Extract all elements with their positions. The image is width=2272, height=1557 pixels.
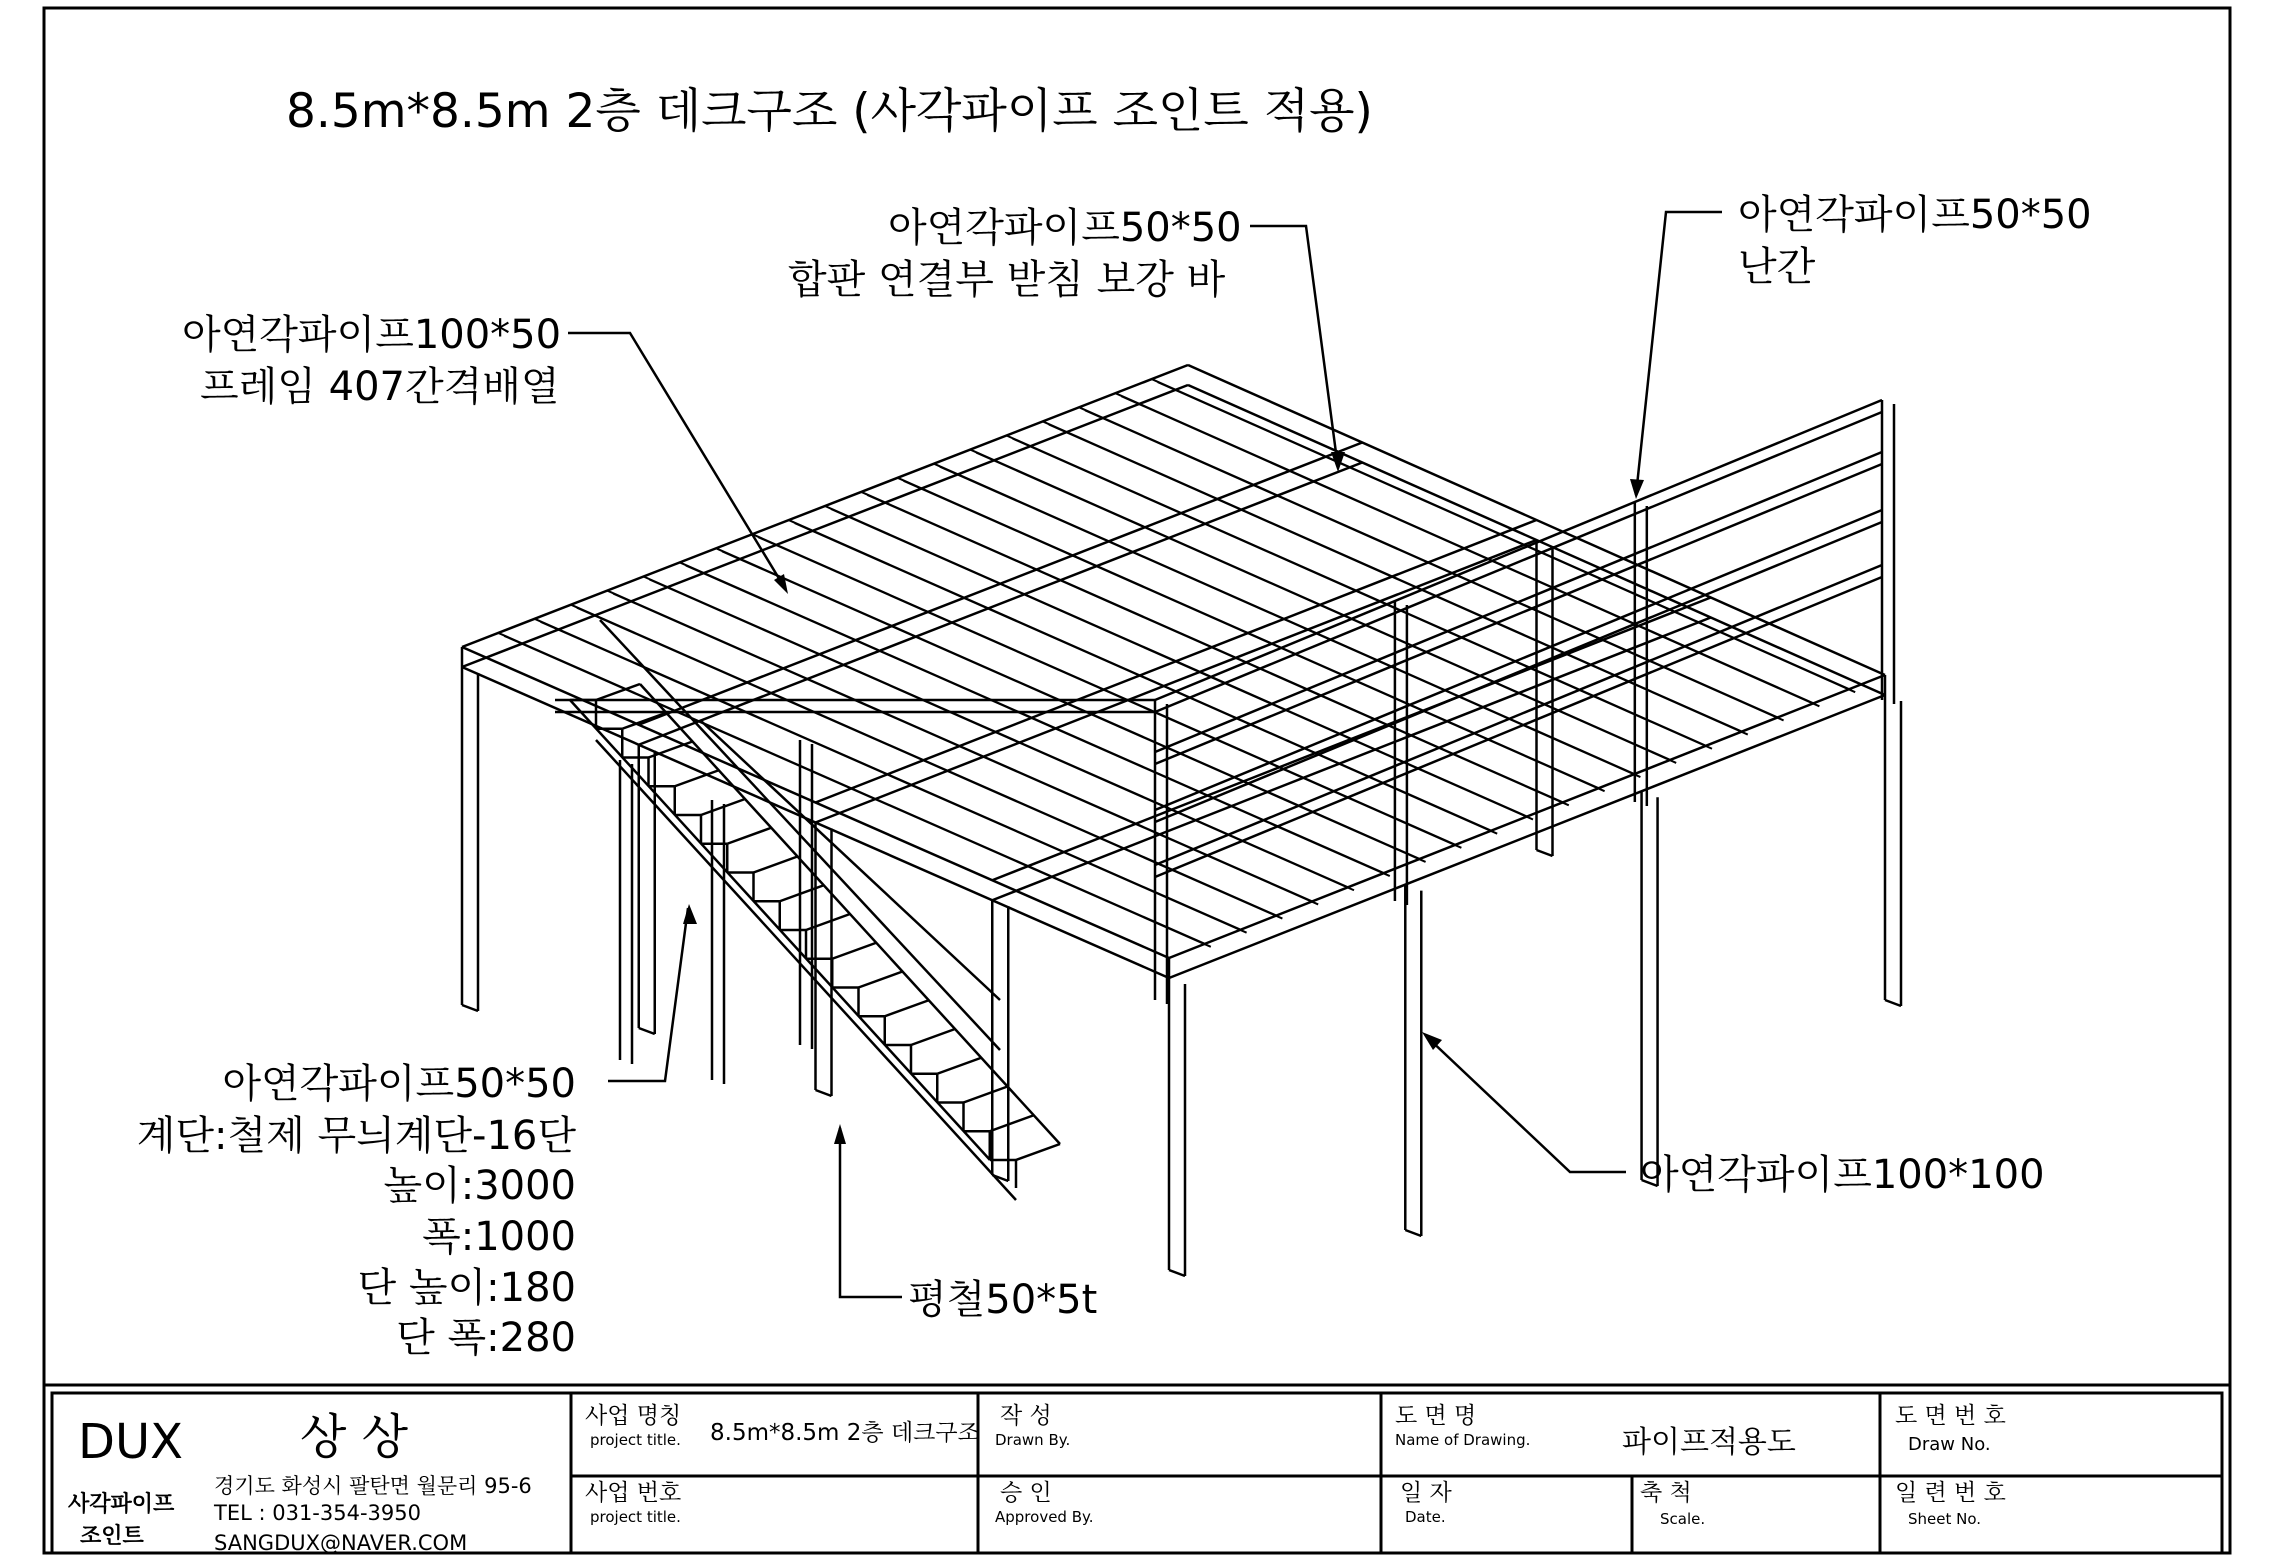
- railing-rail: [1155, 452, 1882, 752]
- railing-rail: [1155, 577, 1882, 877]
- main-beam: [816, 520, 1537, 803]
- draw-no-en: Draw No.: [1908, 1434, 1991, 1455]
- joist: [1013, 439, 1713, 749]
- stair-tread-depth: [649, 742, 693, 758]
- stair-tread-depth: [1016, 1144, 1060, 1160]
- callout-step-height: 단 높이:180: [357, 1265, 576, 1311]
- callout-stair-line2: 계단:철제 무늬계단-16단: [136, 1113, 576, 1159]
- main-beam: [992, 598, 1711, 881]
- project-name-value: 8.5m*8.5m 2층 데크구조: [710, 1420, 980, 1446]
- stair-tread-depth: [885, 1000, 929, 1016]
- column: [639, 1028, 655, 1034]
- joist: [758, 537, 1461, 848]
- frame-beam: [462, 365, 1188, 647]
- scale-en: Scale.: [1660, 1510, 1706, 1528]
- callout-stair-line1: 아연각파이프50*50: [222, 1061, 576, 1107]
- drawing-title: 8.5m*8.5m 2층 데크구조 (사각파이프 조인트 적용): [286, 84, 1373, 139]
- callout-stair-width: 폭:1000: [422, 1214, 576, 1260]
- railing-rail: [1155, 412, 1882, 712]
- stair-handrail: [700, 720, 1000, 1000]
- joist: [650, 580, 1355, 891]
- frame-beam: [1169, 675, 1885, 958]
- callout-railing-line1: 아연각파이프50*50: [1738, 192, 2092, 238]
- callout-frame-line1: 아연각파이프100*50: [182, 312, 562, 358]
- callout-column: 아연각파이프100*100: [1640, 1152, 2045, 1198]
- stair-stringer: [640, 684, 1060, 1144]
- column: [816, 1090, 832, 1096]
- railing-rail: [1155, 522, 1882, 822]
- column: [1885, 1000, 1901, 1006]
- callout-frame-line2: 프레임 407간격배열: [200, 364, 560, 410]
- drawing-name-value: 파이프적용도: [1622, 1425, 1796, 1460]
- joist: [504, 636, 1211, 947]
- stair-tread-depth: [859, 972, 903, 988]
- date-en: Date.: [1405, 1508, 1446, 1526]
- joist: [1085, 410, 1784, 720]
- date-label: 일 자: [1400, 1480, 1452, 1506]
- project-no-label: 사업 번호: [585, 1480, 682, 1506]
- company-email: SANGDUX@NAVER.COM: [214, 1531, 468, 1555]
- sheet-no-en: Sheet No.: [1908, 1510, 1982, 1528]
- stair-tread-depth: [832, 943, 876, 959]
- drawn-en: Drawn By.: [995, 1431, 1071, 1449]
- callout-flatbar: 평철50*5t: [908, 1277, 1098, 1323]
- joist: [1158, 382, 1856, 692]
- stair-tread-depth: [937, 1058, 981, 1074]
- approved-label: 승 인: [1000, 1480, 1052, 1506]
- stair-tread-depth: [964, 1087, 1008, 1103]
- main-beam: [639, 443, 1363, 725]
- joist: [795, 523, 1497, 834]
- column: [1169, 1270, 1185, 1276]
- stair-stringer: [596, 740, 1016, 1200]
- company-sub1: 사각파이프: [68, 1492, 175, 1517]
- main-beam: [639, 463, 1363, 745]
- stair-tread-depth: [754, 857, 798, 873]
- drawn-label: 작 성: [1000, 1403, 1052, 1429]
- joist: [722, 551, 1426, 862]
- column: [1537, 850, 1553, 856]
- frame-beam: [1169, 695, 1885, 978]
- company-sub2: 조인트: [80, 1524, 144, 1549]
- joist: [831, 509, 1533, 820]
- stair-tread-depth: [727, 828, 771, 844]
- callout-step-depth: 단 폭:280: [396, 1315, 576, 1361]
- stair-tread-depth: [911, 1029, 955, 1045]
- callout-joist-support-line1: 아연각파이프50*50: [888, 205, 1242, 251]
- project-name-en: project title.: [590, 1431, 681, 1449]
- draw-no-label: 도 면 번 호: [1895, 1403, 2006, 1429]
- scale-label: 축 척: [1640, 1480, 1692, 1506]
- company-brand: DUX: [78, 1414, 183, 1470]
- joist: [1049, 424, 1748, 734]
- drawing-name-en: Name of Drawing.: [1395, 1431, 1531, 1449]
- callout-stair-height: 높이:3000: [383, 1163, 576, 1209]
- frame-beam: [462, 385, 1188, 667]
- column: [1405, 1230, 1421, 1236]
- joist: [867, 495, 1569, 805]
- callout-railing-line2: 난간: [1738, 244, 1816, 290]
- approved-en: Approved By.: [995, 1508, 1094, 1526]
- deck-joists: [498, 379, 1855, 947]
- leader-lines: [568, 212, 1722, 1297]
- joist: [1121, 396, 1819, 706]
- main-beam: [816, 540, 1537, 823]
- railing-rail: [1155, 510, 1882, 810]
- stair-tread-depth: [990, 1115, 1034, 1131]
- company-tel: TEL : 031-354-3950: [214, 1501, 421, 1525]
- deck-structure-drawing: [462, 212, 1901, 1297]
- project-no-en: project title.: [590, 1508, 681, 1526]
- company-address: 경기도 화성시 팔탄면 월문리 95-6: [214, 1474, 532, 1498]
- callout-joist-support-line2: 합판 연결부 받침 보강 바: [788, 257, 1226, 303]
- project-name-label: 사업 명칭: [585, 1403, 682, 1429]
- drawing-name-label: 도 면 명: [1395, 1403, 1477, 1429]
- column: [462, 1005, 478, 1011]
- company-name: 상 상: [300, 1409, 408, 1465]
- sheet-no-label: 일 련 번 호: [1895, 1480, 2006, 1506]
- joist: [976, 453, 1676, 763]
- stair-tread-depth: [780, 885, 824, 901]
- joist: [686, 565, 1390, 876]
- joist: [904, 481, 1605, 791]
